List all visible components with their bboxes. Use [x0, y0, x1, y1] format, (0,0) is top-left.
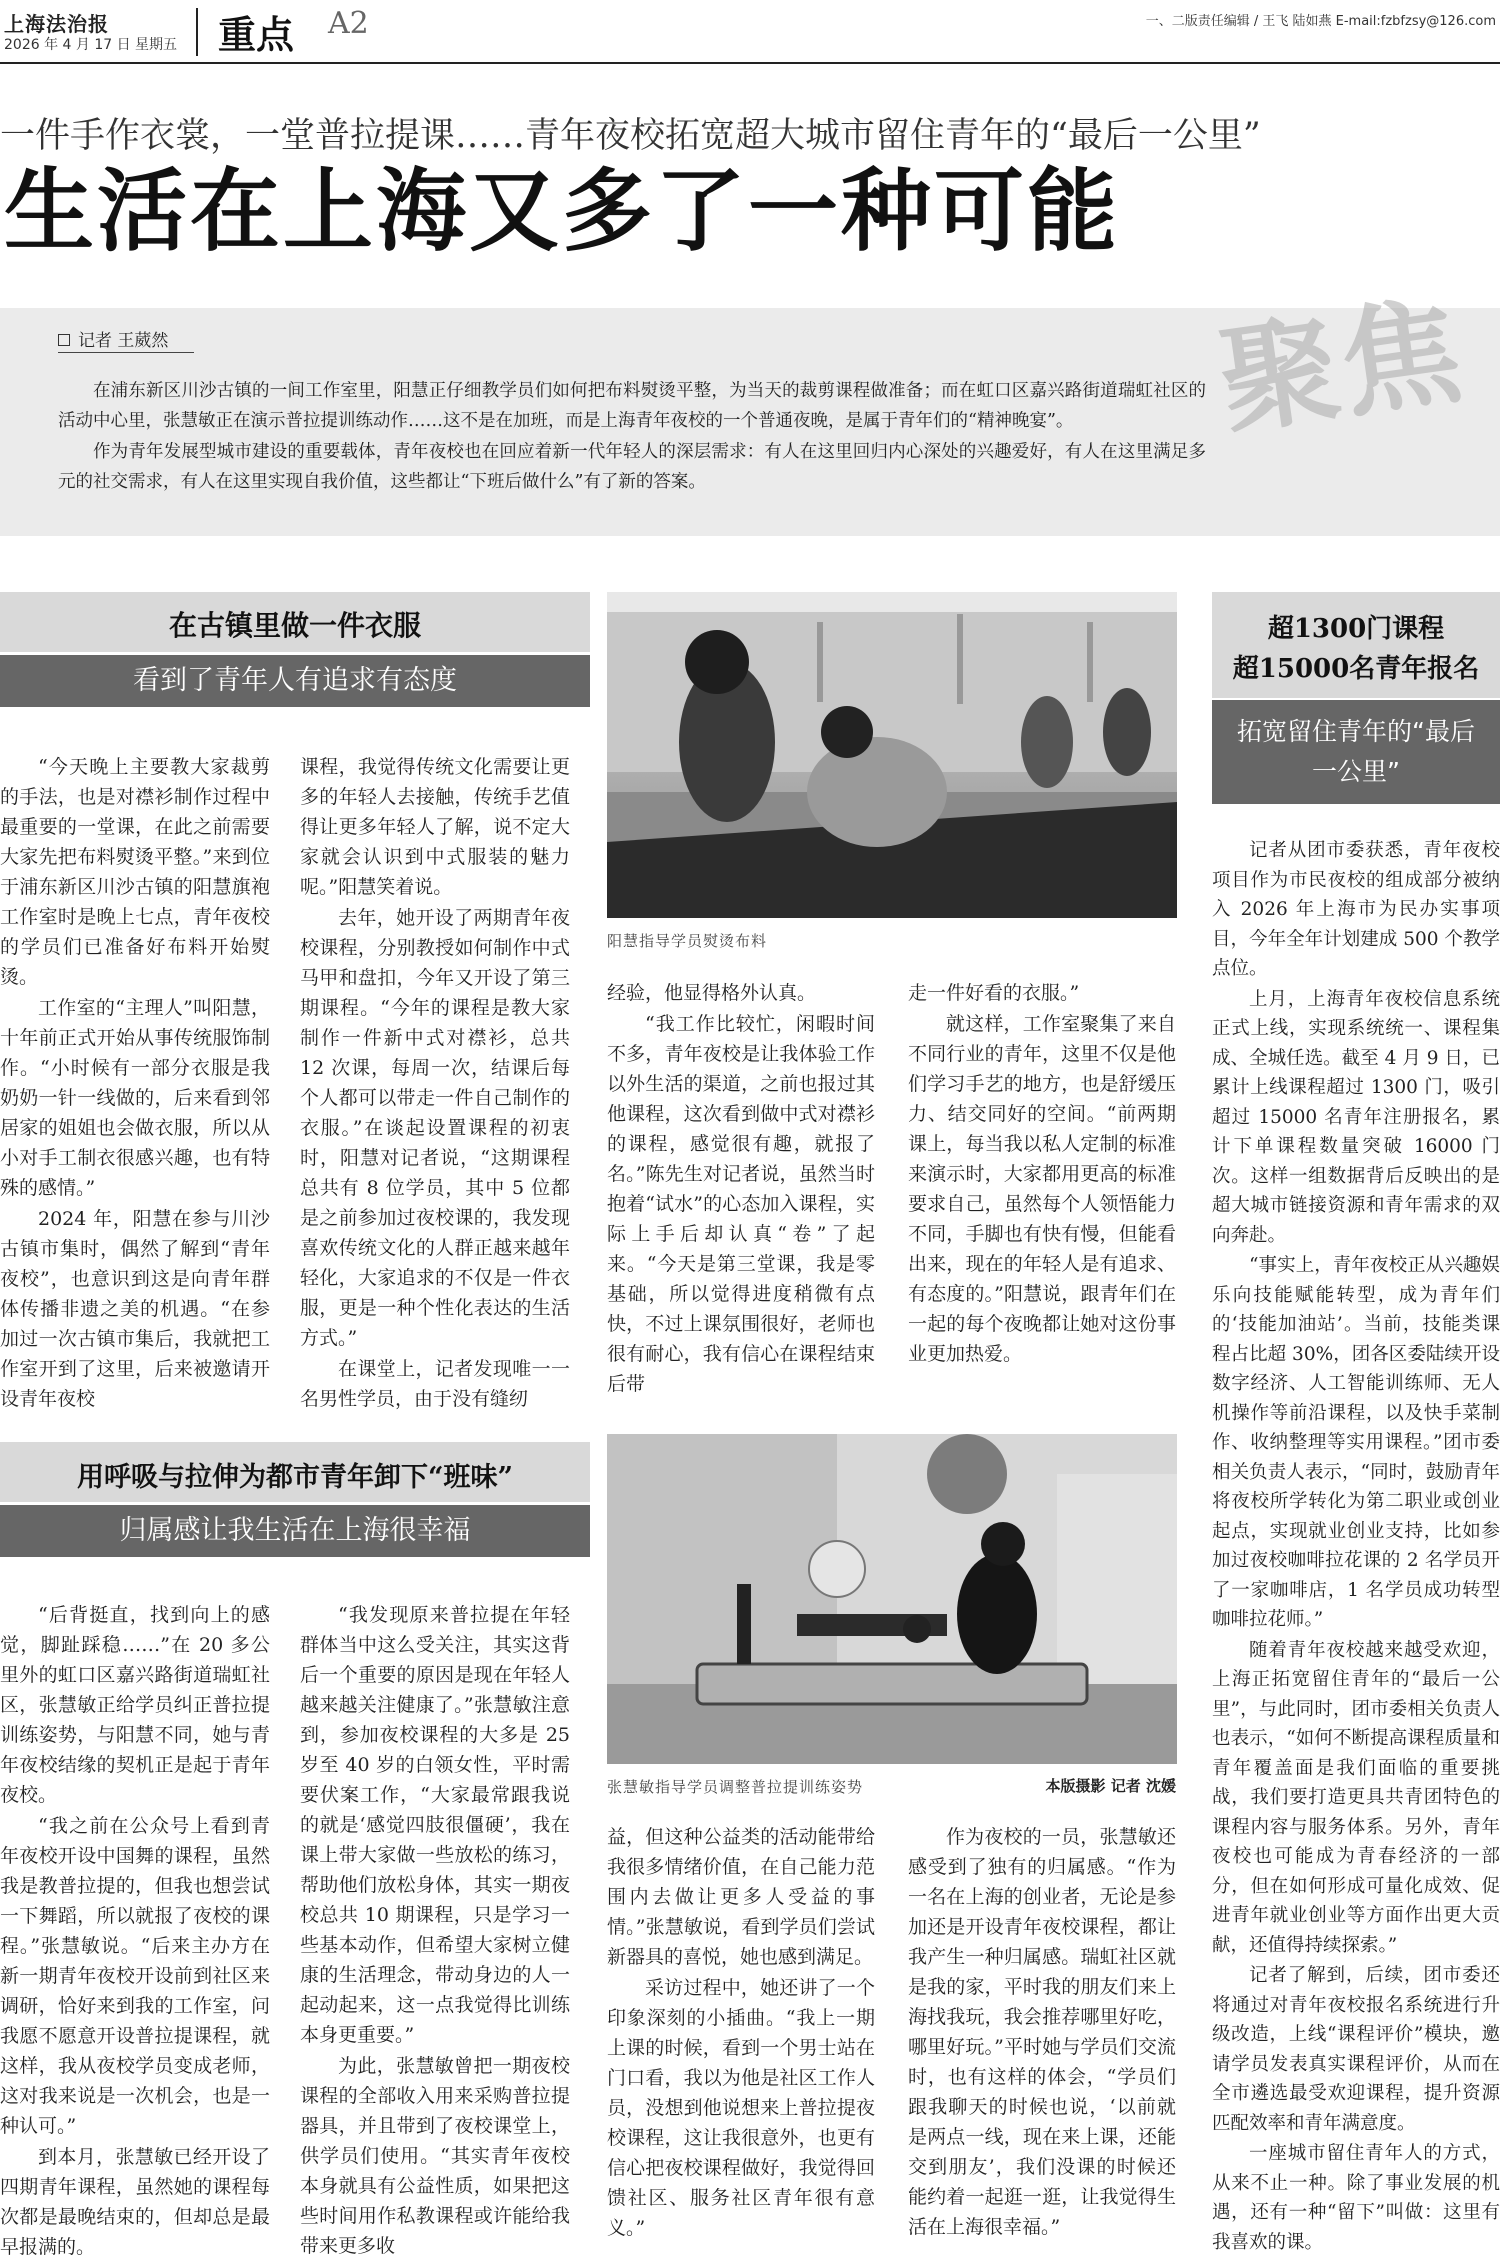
- pilates-class-image: [607, 1434, 1177, 1764]
- byline-text: 记者 王葳然: [78, 331, 169, 351]
- story2-paragraph: 益，但这种公益类的活动能带给我很多情绪价值，在自己能力范围内去做让更多人受益的事情。”张慧敏说，看到学员们尝试新器具的喜悦，她也感到满足。: [607, 1826, 875, 1968]
- story2-subtitle: 归属感让我生活在上海很幸福: [0, 1505, 590, 1557]
- masthead-rule: [0, 62, 1500, 64]
- story1-column-4: [908, 978, 1176, 1378]
- story2-title: 用呼吸与拉伸为都市青年卸下“班味”: [76, 1462, 514, 1493]
- story2-photo-credit: 本版摄影 记者 沈媛: [1045, 1777, 1176, 1795]
- story2-paragraph: “我之前在公众号上看到青年夜校开设中国舞的课程，虽然我是教普拉提的，但我也想尝试一下舞蹈，所以就报了夜校的课程。”张慧敏说。“后来主办方在新一期青年夜校开设前到社区来调研，恰好来到我的工作室，问我愿不愿意开设普拉提课程，就这样，我从夜校学员变成老师，这对我来说是一次机会，也是一种认可。”: [0, 1815, 270, 2137]
- story1-paragraph: 课程，我觉得传统文化需要让更多的年轻人去接触，传统手艺值得让更多年轻人了解，说不定大家就会认识到中式服装的魅力呢。”阳慧笑着说。: [300, 756, 570, 898]
- masthead-divider: [196, 8, 198, 56]
- story1-paragraph: 工作室的“主理人”叫阳慧，十年前正式开始从事传统服饰制作。“小时候有一部分衣服是我奶奶一针一线做的，后来看到邻居家的姐姐也会做衣服，所以从小对手工制衣很感兴趣，也有特殊的感情。”: [0, 997, 270, 1199]
- story2-photo-caption: 张慧敏指导学员调整普拉提训练姿势: [607, 1778, 864, 1796]
- story1-paragraph: 走一件好看的衣服。”: [908, 982, 1080, 1004]
- lead-text: [58, 376, 1206, 498]
- headline-title: 生活在上海又多了一种可能: [4, 158, 1120, 264]
- sidebar-body: [1212, 836, 1500, 2253]
- byline-box-icon: [58, 334, 70, 346]
- lead-paragraph: 在浦东新区川沙古镇的一间工作室里，阳慧正仔细教学员们如何把布料熨烫平整，为当天的裁剪课程做准备；而在虹口区嘉兴路街道瑞虹社区的活动中心里，张慧敏正在演示普拉提训练动作……这不是在加班，而是上海青年夜校的一个普通夜晚，是属于青年们的“精神晚宴”。: [58, 381, 1206, 431]
- sidebar-subtitle: 拓宽留住青年的“最后一公里”: [1237, 717, 1475, 786]
- sidebar-paragraph: “事实上，青年夜校正从兴趣娱乐向技能赋能转型，成为青年们的‘技能加油站’。当前，技能类课程占比超 30%，团各区委陆续开设数字经济、人工智能训练师、无人机操作等前沿课程，以及快手菜制作、收纳整理等实用课程。”团市委相关负责人表示，“同时，鼓励青年将夜校所学转化为第二职业或创业起点，实现就业创业支持，比如参加过夜校咖啡拉花课的 2 名学员开了一家咖啡店，1 名学员成功转型咖啡拉花师。”: [1212, 1255, 1500, 1630]
- story1-paragraph: 2024 年，阳慧在参与川沙古镇市集时，偶然了解到“青年夜校”，也意识到这是向青年群体传播非遗之美的机遇。“在参加过一次古镇市集后，我就把工作室开到了这里，后来被邀请开设青年夜校: [0, 1208, 270, 1410]
- section-name: 重点: [218, 13, 295, 57]
- story1-paragraph: 经验，他显得格外认真。: [607, 982, 817, 1004]
- headline-kicker: 一件手作衣裳，一堂普拉提课……青年夜校拓宽超大城市留住青年的“最后一公里”: [0, 116, 1261, 156]
- sidebar-paragraph: 随着青年夜校越来越受欢迎，上海正拓宽留住青年的“最后一公里”，与此同时，团市委相关负责人也表示，“如何不断提高课程质量和青年覆盖面是我们面临的重要挑战，我们要打造更具共青团特色的课程内容与服务体系。另外，青年夜校也可能成为青春经济的一部分，但在如何形成可量化成效、促进青年就业创业等方面作出更大贡献，还值得持续探索。”: [1212, 1639, 1500, 1956]
- sidebar-paragraph: 记者从团市委获悉，青年夜校项目作为市民夜校的组成部分被纳入 2026 年上海市为民办实事项目，今年全年计划建成 500 个教学点位。: [1212, 840, 1500, 979]
- story1-subtitle: 看到了青年人有追求有态度: [0, 655, 590, 707]
- editors-line: 一、二版责任编辑 / 王飞 陆如燕 E-mail:fzbfzsy@126.com: [1145, 14, 1496, 29]
- byline: [58, 326, 168, 351]
- story1-photo: [607, 592, 1177, 918]
- issue-date: 2026 年 4 月 17 日 星期五: [4, 37, 178, 53]
- story2-column-4: [908, 1822, 1176, 2250]
- story2-column-1: [0, 1600, 270, 2258]
- story2-column-2: [300, 1600, 570, 2257]
- sidebar-subtitle-box: [1212, 700, 1500, 804]
- lead-paragraph: 作为青年发展型城市建设的重要载体，青年夜校也在回应着新一代年轻人的深层需求：有人在这里回归内心深处的兴趣爱好，有人在这里满足多元的社交需求，有人在这里实现自我价值，这些都让“下班后做什么”有了新的答案。: [58, 442, 1206, 492]
- story2-paragraph: “我发现原来普拉提在年轻群体当中这么受关注，其实这背后一个重要的原因是现在年轻人越来越关注健康了。”张慧敏注意到，参加夜校课程的大多是 25 岁至 40 岁的白领女性，平时需要伏案工作，“大家最常跟我说的就是‘感觉四肢很僵硬’，我在课上带大家做一些放松的练习，帮助他们放松身体，其实一期夜校总共 10 期课程，只是学习一些基本动作，但希望大家树立健康的生活理念，带动身边的人一起动起来，这一点我觉得比训练本身更重要。”: [300, 1604, 570, 2046]
- story1-paragraph: “今天晚上主要教大家裁剪的手法，也是对襟衫制作过程中最重要的一堂课，在此之前需要大家先把布料熨烫平整。”来到位于浦东新区川沙古镇的阳慧旗袍工作室时是晚上七点，青年夜校的学员们已准备好布料开始熨烫。: [0, 756, 270, 988]
- story2-paragraph: 采访过程中，她还讲了一个印象深刻的小插曲。“我上一期上课的时候，看到一个男士站在门口看，我以为他是社区工作人员，没想到他说想来上普拉提夜校课程，这让我很意外，也更有信心把夜校课程做好，我觉得回馈社区、服务社区青年很有意义。”: [607, 1977, 875, 2239]
- sidebar-paragraph: 记者了解到，后续，团市委还将通过对青年夜校报名系统进行升级改造，上线“课程评价”模块，邀请学员发表真实课程评价，从而在全市遴选最受欢迎课程，提升资源匹配效率和青年满意度。: [1212, 1965, 1500, 2134]
- story1-title: 在古镇里做一件衣服: [168, 609, 421, 642]
- story1-column-1: [0, 752, 270, 1410]
- story2-photo: [607, 1434, 1177, 1764]
- story1-paragraph: 就这样，工作室聚集了来自不同行业的青年，这里不仅是他们学习手艺的地方，也是舒缓压力、结交同好的空间。“前两期课上，每当我以私人定制的标准来演示时，大家都用更高的标准要求自己，虽然每个人领悟能力不同，手脚也有快有慢，但能看出来，现在的年轻人是有追求、有态度的。”阳慧说，跟青年们在一起的每个夜晚都让她对这份事业更加热爱。: [908, 1013, 1176, 1365]
- byline-underline: [58, 352, 194, 353]
- story2-paragraph: 作为夜校的一员，张慧敏还感受到了独有的归属感。“作为一名在上海的创业者，无论是参加还是开设青年夜校课程，都让我产生一种归属感。瑞虹社区就是我的家，平时我的朋友们来上海找我玩，我会推荐哪里好吃，哪里好玩。”平时她与学员们交流时，也有这样的体会，“学员们跟我聊天的时候也说，‘以前就是两点一线，现在来上课，还能交到朋友’，我们没课的时候还能约着一起逛一逛，让我觉得生活在上海很幸福。”: [908, 1826, 1176, 2238]
- focus-watermark: 聚焦: [1211, 279, 1473, 452]
- story2-paragraph: 到本月，张慧敏已经开设了四期青年课程，虽然她的课程每次都是最晚结束的，但却总是最早报满的。: [0, 2146, 270, 2258]
- paper-name: 上海法治报: [4, 12, 109, 36]
- story1-paragraph: 去年，她开设了两期青年夜校课程，分别教授如何制作中式马甲和盘扣，今年又开设了第三期课程。“今年的课程是教大家制作一件新中式对襟衫，总共 12 次课，每周一次，结课后每个人都可以带走一件自己制作的衣服。”在谈起设置课程的初衷时，阳慧对记者说，“这期课程总共有 8 位学员，其中 5 位都是之前参加过夜校课的，我发现喜欢传统文化的人群正越来越年轻化，大家追求的不仅是一件衣服，更是一种个性化表达的生活方式。”: [300, 907, 570, 1349]
- story2-paragraph: 为此，张慧敏曾把一期夜校课程的全部收入用来采购普拉提器具，并且带到了夜校课堂上，供学员们使用。“其实青年夜校本身就具有公益性质，如果把这些时间用作私教课程或许能给我带来更多收: [300, 2055, 570, 2257]
- page-number: A2: [328, 6, 369, 41]
- sidebar-paragraph: 一座城市留住青年人的方式，从来不止一种。除了事业发展的机遇，还有一种“留下”叫做：这里有我喜欢的课。: [1212, 2143, 1500, 2253]
- story1-paragraph: “我工作比较忙，闲暇时间不多，青年夜校是让我体验工作以外生活的渠道，之前也报过其他课程，这次看到做中式对襟衫的课程，感觉很有趣，就报了名。”陈先生对记者说，虽然当时抱着“试水”的心态加入课程，实际上手后却认真“卷”了起来。“今天是第三堂课，我是零基础，所以觉得进度稍微有点快，不过上课氛围很好，老师也很有耐心，我有信心在课程结束后带: [607, 1013, 875, 1395]
- story1-paragraph: 在课堂上，记者发现唯一一名男性学员，由于没有缝纫: [300, 1358, 570, 1410]
- story2-column-3: [607, 1822, 875, 2250]
- story1-column-2: [300, 752, 570, 1410]
- sidebar-title-2: 超15000名青年报名: [1232, 654, 1480, 684]
- story1-column-3: [607, 978, 875, 1395]
- sidebar-title-1: 超1300门课程: [1267, 614, 1445, 644]
- sidebar-paragraph: 上月，上海青年夜校信息系统正式上线，实现系统统一、课程集成、全城任选。截至 4 月 9 日，已累计上线课程超过 1300 门，吸引超过 15000 名青年注册报名，累计下单课程数量突破 16000 门次。这样一组数据背后反映出的是超大城市链接资源和青年需求的双向奔赴。: [1212, 988, 1500, 1246]
- story2-paragraph: “后背挺直，找到向上的感觉，脚趾踩稳……”在 20 多公里外的虹口区嘉兴路街道瑞虹社区，张慧敏正给学员纠正普拉提训练姿势，与阳慧不同，她与青年夜校结缘的契机正是起于青年夜校。: [0, 1604, 270, 1806]
- sewing-class-image: [607, 592, 1177, 918]
- story1-photo-caption: 阳慧指导学员熨烫布料: [607, 932, 768, 950]
